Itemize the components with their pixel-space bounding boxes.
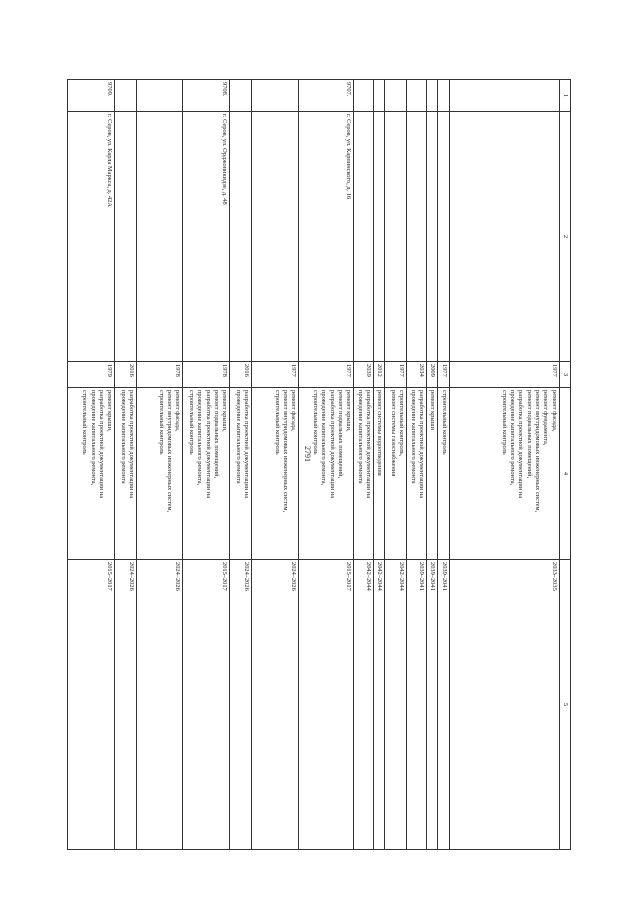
year-cell — [427, 362, 438, 388]
repair-works — [299, 388, 354, 560]
building-address — [354, 112, 374, 362]
planned-period — [115, 560, 137, 850]
table-row — [115, 80, 137, 850]
year-cell-text: 2009 — [429, 364, 437, 377]
year-cell — [115, 362, 137, 388]
row-number — [449, 80, 559, 112]
year-cell — [183, 362, 230, 388]
row-number — [374, 80, 385, 112]
planned-period — [374, 560, 385, 850]
planned-period — [183, 560, 230, 850]
building-address — [299, 112, 354, 362]
building-address — [385, 112, 407, 362]
planned-period — [299, 560, 354, 850]
repair-works — [438, 388, 449, 560]
year-cell-text: 2016 — [243, 364, 251, 377]
building-address-text: г. Серов, ул. Орджоникидзе, д. 48 — [221, 114, 229, 205]
planned-period — [68, 560, 115, 850]
planned-period-text: 2024–2026 — [243, 562, 251, 591]
year-cell-text: 2012 — [376, 364, 384, 377]
year-cell-text: 2039 — [365, 364, 373, 377]
table-row — [427, 80, 438, 850]
row-number-text: 9708. — [221, 82, 229, 97]
table-row — [230, 80, 252, 850]
table-row — [252, 80, 299, 850]
row-number — [137, 80, 183, 112]
row-number — [385, 80, 407, 112]
row-number — [115, 80, 137, 112]
building-address — [183, 112, 230, 362]
building-address — [449, 112, 559, 362]
repair-works-text: разработка проектной документации на проведение капитального ремонта — [120, 390, 136, 499]
row-number — [252, 80, 299, 112]
repair-works-text: строительный контроль, ремонт системы газоснабжения — [390, 390, 406, 477]
year-cell — [449, 362, 559, 388]
planned-period — [385, 560, 407, 850]
repair-works-text: разработка проектной документации на проведение капитального ремонта — [356, 390, 373, 499]
year-cell — [374, 362, 385, 388]
repair-works-text: ремонт фасада, ремонт фундамента, ремонт внутридомовых инженерных систем, ремонт подвальных помещений, разработка проектной документации на проведение капитального ремонта, строительный контроль — [500, 390, 558, 513]
planned-period — [449, 560, 559, 850]
building-address — [427, 112, 438, 362]
year-cell — [230, 362, 252, 388]
planned-period-text: 2042–2044 — [376, 562, 384, 591]
planned-period — [427, 560, 438, 850]
repair-works — [449, 388, 559, 560]
year-cell — [354, 362, 374, 388]
table-row — [374, 80, 385, 850]
planned-period-text: 2024–2026 — [128, 562, 136, 591]
year-cell-text: 1977 — [398, 364, 406, 377]
repair-works — [183, 388, 230, 560]
row-number — [299, 80, 354, 112]
repair-works-text: разработка проектной документации на проведение капитального ремонта — [409, 390, 426, 499]
building-address — [252, 112, 299, 362]
row-number — [407, 80, 427, 112]
year-cell — [299, 362, 354, 388]
planned-period — [407, 560, 427, 850]
year-cell — [407, 362, 427, 388]
planned-period-text: 2015–2017 — [106, 562, 114, 591]
column-number-header — [559, 80, 570, 850]
repair-works — [385, 388, 407, 560]
column-header: 1 — [559, 80, 570, 112]
repair-works — [407, 388, 427, 560]
year-cell-text: 2034 — [418, 364, 426, 377]
table-row — [449, 80, 559, 850]
column-header: 4 — [559, 388, 570, 560]
planned-period-text: 2042–2044 — [398, 562, 406, 591]
planned-period-text: 2039–2041 — [429, 562, 437, 591]
building-address-text: г. Серов, ул. Карпинского, д. 16 — [345, 114, 353, 200]
repair-works — [354, 388, 374, 560]
row-number — [68, 80, 115, 112]
table-row — [299, 80, 354, 850]
table-row — [407, 80, 427, 850]
building-address — [137, 112, 183, 362]
repair-works-text: ремонт крыши, разработка проектной документации на проведение капитального ремонта, строительный контроль — [81, 390, 114, 499]
table-row — [385, 80, 407, 850]
building-address — [374, 112, 385, 362]
table-row — [354, 80, 374, 850]
repair-works-text: ремонт фасада, ремонт внутридомовых инженерных систем, строительный контроль — [273, 390, 298, 513]
row-number — [427, 80, 438, 112]
building-address — [438, 112, 449, 362]
repair-works — [115, 388, 137, 560]
planned-period — [252, 560, 299, 850]
row-number — [230, 80, 252, 112]
repair-works — [427, 388, 438, 560]
year-cell-text: 1978 — [174, 364, 182, 377]
row-number-text: 9707. — [345, 82, 353, 97]
planned-period-text: 2039–2041 — [418, 562, 426, 591]
repair-works — [68, 388, 115, 560]
table-row — [137, 80, 183, 850]
table-row — [438, 80, 449, 850]
row-number-text: 9709. — [106, 82, 114, 97]
year-cell-text: 1977 — [440, 364, 448, 377]
repair-works-text: разработка проектной документации на проведение капитального ремонта — [235, 390, 251, 499]
year-cell-text: 1977 — [550, 364, 558, 377]
planned-period-text: 2024–2026 — [290, 562, 298, 591]
building-address — [68, 112, 115, 362]
repair-works — [374, 388, 385, 560]
year-cell — [68, 362, 115, 388]
repair-works-text: ремонт крыши — [429, 390, 437, 431]
year-cell — [252, 362, 299, 388]
repair-works-text: ремонт крыши, ремонт подвальных помещений, разработка проектной документации на проведение капитального ремонта, строительный контроль — [188, 390, 229, 499]
repair-works — [230, 388, 252, 560]
planned-period — [230, 560, 252, 850]
repair-works — [137, 388, 183, 560]
table-row — [183, 80, 230, 850]
column-header: 3 — [559, 362, 570, 388]
row-number — [438, 80, 449, 112]
year-cell — [385, 362, 407, 388]
page-number: 2791 — [303, 446, 312, 462]
year-cell-text: 1979 — [106, 364, 114, 377]
planned-period-text: 2033–2035 — [550, 562, 558, 591]
year-cell — [438, 362, 449, 388]
repair-works-text: ремонт фасада, ремонт внутридомовых инженерных систем, строительный контроль — [157, 390, 182, 513]
planned-period-text: 2042–2044 — [365, 562, 373, 591]
repair-works-text: ремонт системы водоотведения — [376, 390, 384, 476]
table-row — [68, 80, 115, 850]
planned-period-text: 2015–2017 — [221, 562, 229, 591]
capital-repair-schedule — [69, 79, 571, 849]
year-cell — [137, 362, 183, 388]
year-cell-text: 2016 — [128, 364, 136, 377]
building-address-text: г. Серов, ул. Карла Маркса, д. 42А — [106, 114, 114, 207]
row-number — [354, 80, 374, 112]
planned-period — [438, 560, 449, 850]
repair-works — [252, 388, 299, 560]
repair-works-text: строительный контроль — [440, 390, 448, 455]
column-header: 2 — [559, 112, 570, 362]
building-address — [115, 112, 137, 362]
planned-period-text: 2015–2017 — [345, 562, 353, 591]
schedule-table — [67, 79, 571, 850]
building-address — [407, 112, 427, 362]
planned-period — [137, 560, 183, 850]
year-cell-text: 1978 — [221, 364, 229, 377]
year-cell-text: 1977 — [290, 364, 298, 377]
planned-period-text: 2024–2026 — [174, 562, 182, 591]
row-number — [183, 80, 230, 112]
column-header: 5 — [559, 560, 570, 850]
planned-period-text: 2039–2041 — [440, 562, 448, 591]
planned-period — [354, 560, 374, 850]
building-address — [230, 112, 252, 362]
repair-works-text: ремонт крыши, ремонт подвальных помещений, разработка проектной документации на проведение капитального ремонта, строительный контроль — [312, 390, 353, 499]
year-cell-text: 1977 — [345, 364, 353, 377]
